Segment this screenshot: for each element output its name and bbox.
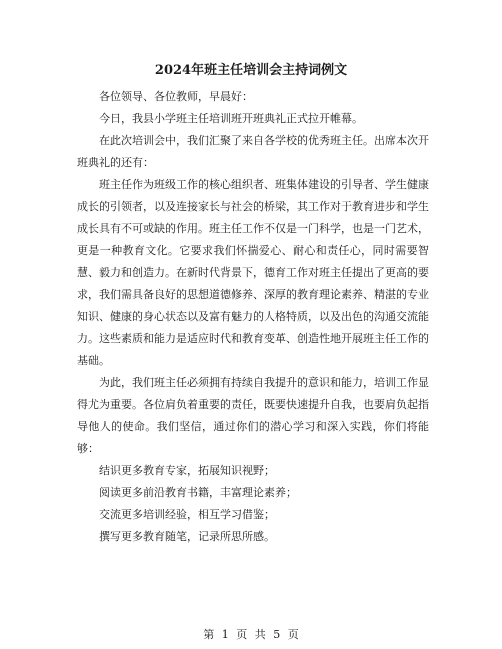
paragraph-greeting: 各位领导、各位教师，早晨好： xyxy=(99,90,253,103)
list-item: 结识更多教育专家，拓展知识视野； xyxy=(99,464,275,477)
paragraph-attendees: 在此次培训会中，我们汇聚了来自各学校的优秀班主任。出席本次开班典礼的还有： xyxy=(77,134,429,169)
paragraph-opening: 今日，我县小学班主任培训班开班典礼正式拉开帷幕。 xyxy=(99,112,363,125)
list-item: 阅读更多前沿教育书籍，丰富理论素养； xyxy=(99,486,297,499)
list-item: 撰写更多教育随笔，记录所思所感。 xyxy=(99,530,275,543)
paragraph-role: 班主任作为班级工作的核心组织者、班集体建设的引导者、学生健康成长的引领者，以及连接家长与社会的桥梁，其工作对于教育进步和学生成长具有不可或缺的作用。班主任工作不仅是一门科学，也是一门艺术，更是一种教育文化。它要求我们怀揣爱心、耐心和责任心，同时需要智慧、毅力和创造力。在新时代背景下，德育工作对班主任提出了更高的要求，我们需具备良好的思想道德修养、深厚的教育理论素养、精湛的专业知识、健康的身心状态以及富有魅力的人格特质，以及出色的沟通交流能力。这些素质和能力是适应时代和教育变革、创造性地开展班主任工作的基础。 xyxy=(77,178,429,367)
list-item: 交流更多培训经验，相互学习借鉴； xyxy=(99,508,275,521)
page-number: 第 1 页 共 5 页 xyxy=(203,628,299,641)
document-body xyxy=(77,86,429,548)
paragraph-training: 为此，我们班主任必须拥有持续自我提升的意识和能力，培训工作显得尤为重要。各位肩负着重要的责任，既要快速提升自我，也要肩负起指导他人的使命。我们坚信，通过你们的潜心学习和深入实践，你们将能够： xyxy=(77,376,429,455)
page-title: 2024年班主任培训会主持词例文 xyxy=(154,63,348,78)
